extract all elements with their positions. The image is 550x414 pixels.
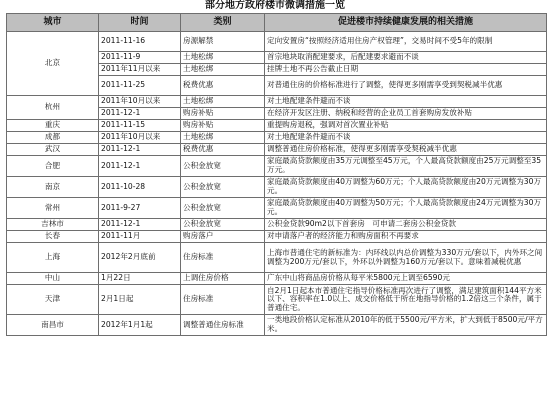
measure-cell: 公积金贷款90m2以下首套房 可申请二套房公积金贷款 [265,219,547,231]
table-row [7,177,547,198]
type-cell: 住房标准 [181,243,265,273]
table-row [7,198,547,219]
table-row [7,32,547,52]
time-cell: 2011-11-25 [99,76,181,96]
time-cell: 2011-11-15 [99,120,181,132]
city-cell: 天津 [7,285,99,315]
measure-cell: 家庭最高贷款额度由40万调整为50万元；个人最高贷款额度由24万元调整为30万元。 [265,198,547,219]
time-cell: 2011-11月 [99,231,181,243]
table-row [7,132,547,144]
header-time: 时间 [99,14,181,32]
measure-cell: 广东中山将商品房价格从每平米5800元上调至6590元 [265,273,547,285]
time-cell: 2011-11-9 [99,52,181,64]
type-cell: 税费优惠 [181,144,265,156]
table-row [7,243,547,273]
city-cell: 长春 [7,231,99,243]
city-cell: 成都 [7,132,99,144]
header-type: 类别 [181,14,265,32]
city-cell: 南昌市 [7,315,99,336]
page-title: 部分地方政府楼市微调措施一览 [205,0,345,11]
table-row [7,156,547,177]
measures-table [6,13,547,336]
city-cell: 北京 [7,32,99,96]
time-cell: 2012年1月1起 [99,315,181,336]
city-cell: 杭州 [7,96,99,120]
measure-cell: 对土地配建条件避而不谈 [265,96,547,108]
measure-cell: 对土地配建条件避而不谈 [265,132,547,144]
type-cell: 上调住房价格 [181,273,265,285]
time-cell: 2011-10-28 [99,177,181,198]
table-row [7,96,547,108]
city-cell: 吉林市 [7,219,99,231]
measure-cell: 重提购房退税，强调对首次置业补贴 [265,120,547,132]
measure-cell: 定向安置房“按照经济适用住房产权管理”，交易时间不受5年的限制 [265,32,547,52]
measure-cell: 一类地段价格认定标准从2010年的低于5500元/平方米，扩大到低于8500元/平方米。 [265,315,547,336]
table-row [7,273,547,285]
header-row [7,14,547,32]
table-row [7,315,547,336]
city-cell: 南京 [7,177,99,198]
type-cell: 公积金放宽 [181,156,265,177]
measure-cell: 首宗地块取消配建要求，后配建要求避而不谈 [265,52,547,64]
table-row [7,231,547,243]
city-cell: 武汉 [7,144,99,156]
measure-cell: 家庭最高贷款额度由40万调整为60万元；个人最高贷款额度由20万元调整为30万元。 [265,177,547,198]
table-row [7,285,547,315]
time-cell: 2011-12-1 [99,156,181,177]
time-cell: 2011-12-1 [99,144,181,156]
type-cell: 土地松绑 [181,96,265,108]
measure-cell: 对普通住房的价格标准进行了调整，使得更多刚需享受到契税减半优惠 [265,76,547,96]
time-cell: 2011年11月以来 [99,64,181,76]
city-cell: 中山 [7,273,99,285]
type-cell: 调整普通住房标准 [181,315,265,336]
type-cell: 住房标准 [181,285,265,315]
city-cell: 合肥 [7,156,99,177]
type-cell: 公积金放宽 [181,219,265,231]
measure-cell: 在经济开发区注册、纳税和经营的企业员工首套购房发放补贴 [265,108,547,120]
type-cell: 房源解禁 [181,32,265,52]
time-cell: 2011-12-1 [99,219,181,231]
type-cell: 土地松绑 [181,132,265,144]
type-cell: 购房补贴 [181,108,265,120]
type-cell: 土地松绑 [181,64,265,76]
type-cell: 土地松绑 [181,52,265,64]
type-cell: 公积金放宽 [181,198,265,219]
table-row [7,144,547,156]
type-cell: 公积金放宽 [181,177,265,198]
type-cell: 购房落户 [181,231,265,243]
time-cell: 2011年10月以来 [99,132,181,144]
time-cell: 2011年10月以来 [99,96,181,108]
type-cell: 税费优惠 [181,76,265,96]
header-city: 城市 [7,14,99,32]
measure-cell: 调整普通住房价格标准，使得更多刚需享受契税减半优惠 [265,144,547,156]
city-cell: 重庆 [7,120,99,132]
measure-cell: 自2月1日起本市普通住宅指导价格标准再次进行了调整，满足建筑面积144平方米以下、容积率在1.0以上、成交价格低于所在地指导价格的1.2倍这三个条件，属于普通住宅。 [265,285,547,315]
table-row [7,219,547,231]
measure-cell: 上海市普通住宅的新标准为：内环线以内总价调整为330万元/套以下，内外环之间调整为200万元/套以下，外环以外调整为160万元/套以下。意味着减税优惠 [265,243,547,273]
measure-cell: 对申请落户者的经济能力和购房面积不再要求 [265,231,547,243]
time-cell: 2011-11-16 [99,32,181,52]
header-measures: 促进楼市持续健康发展的相关措施 [265,14,547,32]
city-cell: 常州 [7,198,99,219]
time-cell: 2011-9-27 [99,198,181,219]
measure-cell: 家庭最高贷款额度由35万元调整至45万元，个人最高贷款额度由25万元调整至35万元。 [265,156,547,177]
city-cell: 上海 [7,243,99,273]
type-cell: 购房补贴 [181,120,265,132]
time-cell: 2月1日起 [99,285,181,315]
time-cell: 2012年2月底前 [99,243,181,273]
measure-cell: 挂牌土地不再公告截止日期 [265,64,547,76]
time-cell: 2011-12-1 [99,108,181,120]
table-row [7,120,547,132]
time-cell: 1月22日 [99,273,181,285]
